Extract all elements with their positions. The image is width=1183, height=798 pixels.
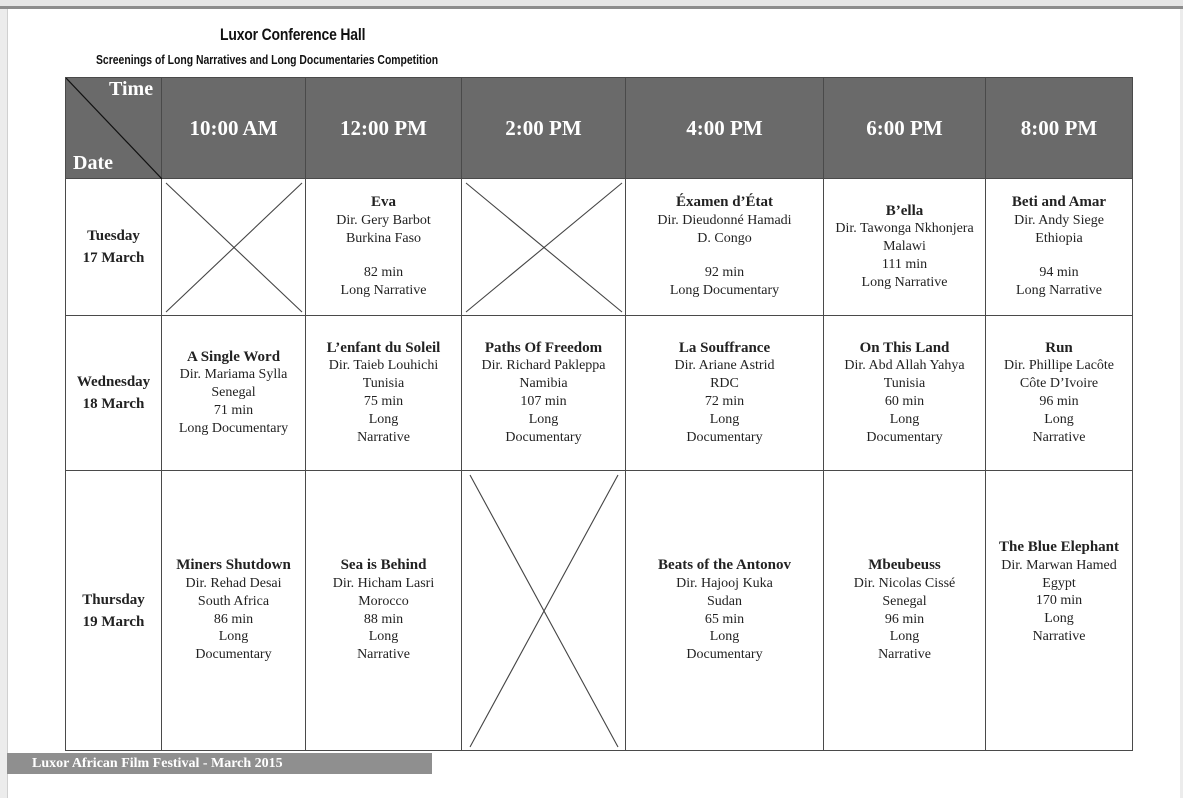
date-label: 18 March [82,396,145,412]
film-cell [306,179,462,316]
time-axis-label: Time [109,78,154,100]
footer-banner: Luxor African Film Festival - March 2015 [7,753,432,774]
corner-header-cell [66,78,162,179]
film-director: Dir. Taieb Louhichi [328,358,439,374]
film-duration: 96 min [1039,394,1079,409]
film-country: Ethiopia [1035,230,1083,246]
film-director: Dir. Hicham Lasri [332,575,435,591]
film-country: Tunisia [883,376,926,392]
film-cell [162,316,306,471]
film-cell [986,471,1133,751]
film-country: Burkina Faso [345,230,422,246]
film-country: Malawi [883,239,926,255]
film-category: Long [889,411,920,427]
film-duration: 96 min [884,611,925,627]
film-title: A Single Word [186,348,281,365]
empty-slot [462,471,626,751]
film-director: Dir. Marwan Hamed [1001,557,1117,573]
film-cell [162,471,306,751]
time-header: 6:00 PM [824,78,986,179]
film-duration: 72 min [704,394,745,409]
schedule-row [66,471,1133,751]
film-director: Dir. Richard Pakleppa [481,358,606,374]
film-director: Dir. Abd Allah Yahya [844,358,965,374]
film-category: Documentary [866,429,943,445]
film-duration: 94 min [1039,265,1079,281]
empty-slot [162,179,306,316]
time-header: 8:00 PM [986,78,1133,179]
film-duration: 92 min [704,265,745,281]
film-category: Narrative [357,647,410,663]
film-duration: 82 min [363,265,404,281]
time-header: 4:00 PM [626,78,824,179]
film-country: D. Congo [697,230,752,246]
film-duration: 71 min [213,402,254,418]
film-title: On This Land [859,339,950,356]
film-category: Long Narrative [340,283,427,299]
film-country: Tunisia [362,376,405,392]
date-cell [66,316,162,471]
film-cell [824,316,986,471]
film-category: Long Documentary [178,420,289,436]
film-title: B’ella [885,202,924,219]
film-cell [306,471,462,751]
schedule-row [66,316,1133,471]
film-country: Senegal [882,593,927,609]
film-title: Éxamen d’État [675,194,774,210]
film-category: Long Narrative [1016,283,1102,299]
page-title: Luxor Conference Hall [220,25,366,44]
film-category: Documentary [686,647,763,663]
film-country: Egypt [1042,575,1076,591]
film-duration: 60 min [884,394,925,409]
film-cell [462,316,626,471]
film-duration: 111 min [881,256,928,272]
film-category: Documentary [195,647,272,663]
time-header: 2:00 PM [462,78,626,179]
film-cell [824,471,986,751]
film-country: Côte D’Ivoire [1019,376,1099,392]
film-category: Long [368,629,399,645]
film-duration: 75 min [363,394,404,409]
film-category: Long Narrative [861,274,948,290]
film-cell [986,179,1133,316]
film-category: Long [218,629,249,645]
film-category: Narrative [357,429,410,445]
film-country: Sudan [707,593,742,609]
film-category: Long [1044,611,1074,627]
film-director: Dir. Nicolas Cissé [853,575,956,591]
header-row [66,78,1133,179]
film-duration: 86 min [213,611,254,627]
film-director: Dir. Phillipe Lacôte [1003,358,1115,374]
film-cell [626,316,824,471]
film-title: The Blue Elephant [998,539,1120,555]
film-country: Morocco [358,593,409,609]
day-label: Tuesday [87,228,140,244]
time-header: 10:00 AM [162,78,306,179]
film-category: Long [709,629,740,645]
film-cell [626,471,824,751]
film-category: Long Documentary [669,283,780,299]
film-cell [626,179,824,316]
film-category: Long [1044,411,1074,427]
film-title: Paths Of Freedom [484,339,603,356]
film-category: Narrative [1032,628,1086,644]
film-director: Dir. Tawonga Nkhonjera [835,221,974,237]
cross-mark [462,471,626,751]
film-title: Sea is Behind [340,557,427,574]
film-title: Miners Shutdown [176,557,291,574]
film-category: Long [709,411,740,427]
film-director: Dir. Hajooj Kuka [676,575,773,591]
film-cell [306,316,462,471]
page-subtitle: Screenings of Long Narratives and Long Documentaries Competition [96,52,439,67]
cross-mark [462,179,626,316]
film-duration: 170 min [1035,593,1083,609]
film-title: Mbeubeuss [868,557,941,574]
date-label: 17 March [82,250,145,266]
day-label: Thursday [82,591,145,608]
empty-slot [462,179,626,316]
film-category: Long [889,629,920,645]
film-country: South Africa [197,593,270,609]
schedule-row [66,179,1133,316]
time-header: 12:00 PM [306,78,462,179]
date-cell [66,179,162,316]
film-title: Beats of the Antonov [658,557,791,574]
film-category: Long [368,411,399,427]
date-axis-label: Date [73,152,113,174]
film-title: Eva [370,194,396,210]
film-title: Run [1045,339,1073,356]
film-category: Narrative [1032,429,1086,445]
film-country: Senegal [211,385,256,401]
film-title: La Souffrance [678,339,771,356]
viewer-top-bar [0,0,1183,9]
film-director: Dir. Dieudonné Hamadi [657,212,792,228]
film-category: Documentary [505,429,582,445]
film-director: Dir. Rehad Desai [185,575,282,591]
date-cell [66,471,162,751]
film-category: Documentary [686,429,763,445]
schedule-table [65,77,1133,751]
film-cell [986,316,1133,471]
cross-mark [162,179,306,316]
film-duration: 65 min [704,611,745,627]
date-label: 19 March [82,613,145,630]
film-country: RDC [710,376,739,392]
film-director: Dir. Mariama Sylla [179,367,288,383]
film-category: Long [528,411,559,427]
film-director: Dir. Andy Siege [1014,212,1104,228]
film-title: Beti and Amar [1011,194,1107,210]
film-director: Dir. Ariane Astrid [674,358,775,374]
film-director: Dir. Gery Barbot [336,212,431,228]
film-duration: 88 min [363,611,404,627]
film-category: Narrative [878,647,931,663]
day-label: Wednesday [76,374,151,390]
film-cell [824,179,986,316]
film-duration: 107 min [520,394,567,409]
film-title: L’enfant du Soleil [326,339,441,356]
film-country: Namibia [519,376,568,392]
